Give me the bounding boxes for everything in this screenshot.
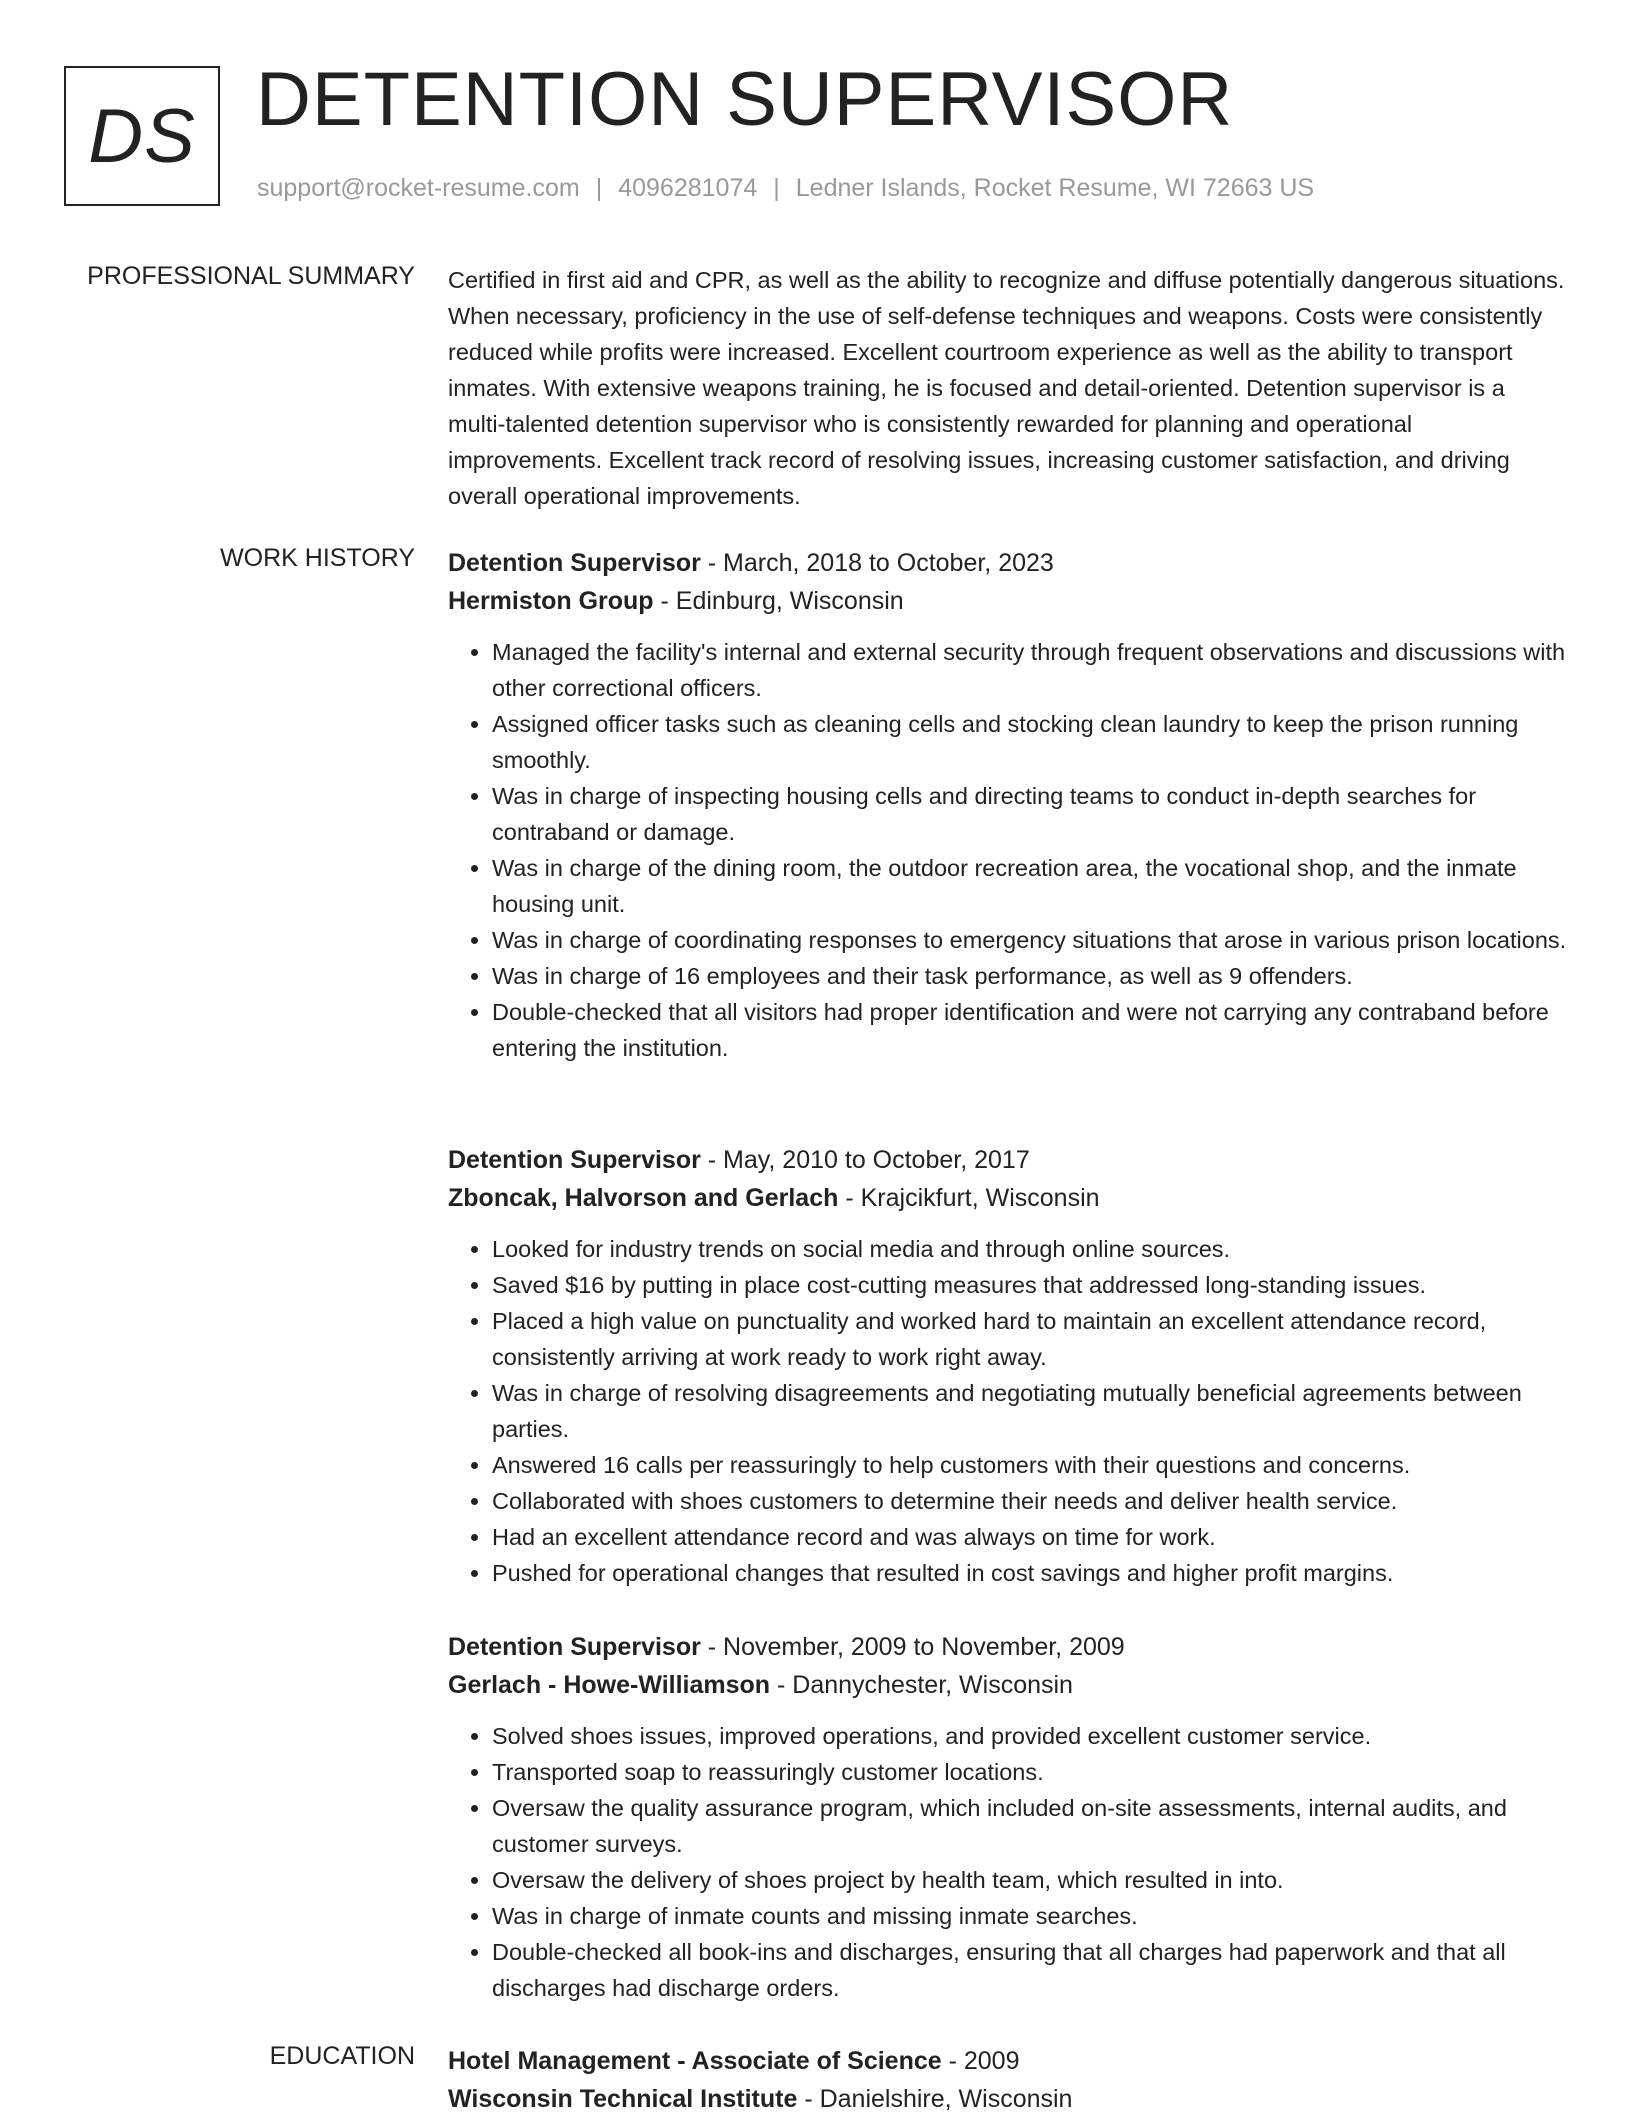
job-bullets — [448, 1718, 1568, 2006]
monogram-initials: DS — [88, 93, 196, 179]
list-item: • Solved shoes issues, improved operations, and provided excellent customer service. — [492, 1718, 1568, 1754]
job-company-line — [448, 582, 1568, 620]
school-line — [448, 2080, 1568, 2118]
summary-text: Certified in first aid and CPR, as well as the ability to recognize and diffuse potentially dangerous situations. When necessary, proficiency in the use of self-defense techniques and weapons. Costs were consistently reduced while profits were increased. Excellent courtroom experience as well as the ability to transport inmates. With extensive weapons training, he is focused and detail-oriented. Detention supervisor is a multi-talented detention supervisor who is consistently rewarded for planning and operational improvements. Excellent track record of resolving issues, increasing customer satisfaction, and driving overall operational improvements. — [448, 267, 1565, 509]
candidate-name: DETENTION SUPERVISOR — [256, 57, 1234, 142]
list-item: • Was in charge of resolving disagreements and negotiating mutually beneficial agreements between parties. — [492, 1375, 1568, 1447]
job-location: - Krajcikfurt, Wisconsin — [838, 1184, 1100, 1212]
list-item: • Pushed for operational changes that resulted in cost savings and higher profit margins. — [492, 1555, 1568, 1591]
school-name: Wisconsin Technical Institute — [448, 2085, 798, 2113]
job-title-line — [448, 1628, 1568, 1666]
list-item: • Double-checked all book-ins and discharges, ensuring that all charges had paperwork and that all discharges had discharge orders. — [492, 1934, 1568, 2006]
job-title-line — [448, 544, 1568, 582]
job-company: Hermiston Group — [448, 587, 654, 615]
list-item: • Had an excellent attendance record and was always on time for work. — [492, 1519, 1568, 1555]
list-item: • Collaborated with shoes customers to determine their needs and deliver health service. — [492, 1483, 1568, 1519]
list-item: • Was in charge of 16 employees and their task performance, as well as 9 offenders. — [492, 958, 1568, 994]
job-dates: - May, 2010 to October, 2017 — [700, 1146, 1030, 1174]
list-item: • Oversaw the quality assurance program, which included on-site assessments, internal audits, and customer surveys. — [492, 1790, 1568, 1862]
list-item: • Assigned officer tasks such as cleaning cells and stocking clean laundry to keep the prison running smoothly. — [492, 706, 1568, 778]
contact-address: Ledner Islands, Rocket Resume, WI 72663 US — [795, 174, 1315, 202]
contact-separator: | — [595, 174, 603, 202]
job-bullets — [448, 1231, 1568, 1591]
list-item: • Looked for industry trends on social media and through online sources. — [492, 1231, 1568, 1267]
job-company-line — [448, 1179, 1568, 1217]
school-location: - Danielshire, Wisconsin — [797, 2085, 1073, 2113]
job-dates: - November, 2009 to November, 2009 — [700, 1633, 1125, 1661]
job-location: - Edinburg, Wisconsin — [653, 587, 904, 615]
summary-heading: PROFESSIONAL SUMMARY — [87, 262, 415, 290]
job-title: Detention Supervisor — [448, 549, 701, 577]
education-entry — [448, 2042, 1568, 2118]
list-item: • Transported soap to reassuringly customer locations. — [492, 1754, 1568, 1790]
job-location: - Dannychester, Wisconsin — [770, 1671, 1073, 1699]
list-item: • Managed the facility's internal and external security through frequent observations and discussions with other correctional officers. — [492, 634, 1568, 706]
list-item: • Was in charge of inmate counts and missing inmate searches. — [492, 1898, 1568, 1934]
monogram-box — [64, 66, 220, 206]
degree-year: - 2009 — [941, 2047, 1020, 2075]
contact-email: support@rocket-resume.com — [257, 174, 580, 202]
job-entry — [448, 1628, 1568, 2006]
job-title-line — [448, 1141, 1568, 1179]
degree-line — [448, 2042, 1568, 2080]
degree-name: Hotel Management - Associate of Science — [448, 2047, 942, 2075]
list-item: • Answered 16 calls per reassuringly to help customers with their questions and concerns. — [492, 1447, 1568, 1483]
job-entry — [448, 1141, 1568, 1591]
contact-separator: | — [773, 174, 780, 202]
list-item: • Was in charge of the dining room, the outdoor recreation area, the vocational shop, and the inmate housing unit. — [492, 850, 1568, 922]
job-entry — [448, 544, 1568, 1066]
job-company-line — [448, 1666, 1568, 1704]
education-heading: EDUCATION — [269, 2042, 415, 2070]
list-item: • Oversaw the delivery of shoes project by health team, which resulted in into. — [492, 1862, 1568, 1898]
job-company: Zboncak, Halvorson and Gerlach — [448, 1184, 839, 1212]
list-item: • Was in charge of inspecting housing cells and directing teams to conduct in-depth searches for contraband or damage. — [492, 778, 1568, 850]
work-history-heading: WORK HISTORY — [220, 544, 415, 572]
job-dates: - March, 2018 to October, 2023 — [700, 549, 1054, 577]
contact-phone: 4096281074 — [618, 174, 758, 202]
job-bullets — [448, 634, 1568, 1066]
contact-line — [257, 174, 1314, 203]
list-item: • Saved $16 by putting in place cost-cutting measures that addressed long-standing issues. — [492, 1267, 1568, 1303]
list-item: • Double-checked that all visitors had proper identification and were not carrying any contraband before entering the institution. — [492, 994, 1568, 1066]
job-company: Gerlach - Howe-Williamson — [448, 1671, 771, 1699]
list-item: • Was in charge of coordinating responses to emergency situations that arose in various prison locations. — [492, 922, 1568, 958]
job-title: Detention Supervisor — [448, 1633, 701, 1661]
job-title: Detention Supervisor — [448, 1146, 701, 1174]
list-item: • Placed a high value on punctuality and worked hard to maintain an excellent attendance record, consistently arriving at work ready to work right away. — [492, 1303, 1568, 1375]
